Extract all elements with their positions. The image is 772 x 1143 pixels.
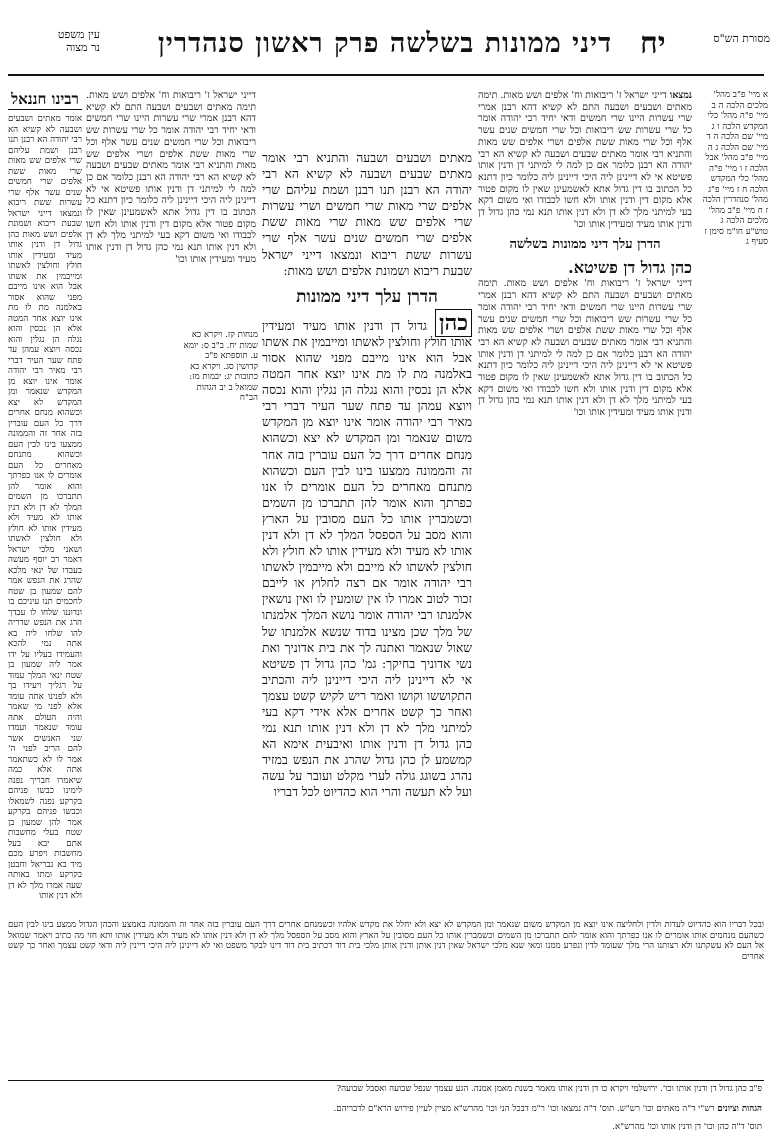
chapter-end-marker-right: הדרן עלך דיני ממונות בשלשה — [509, 237, 661, 253]
far-left-margin — [182, 330, 258, 750]
ein-mishpat-label: עין משפט נר מצוה — [57, 28, 100, 54]
section-heading-right: כהן גדול דן פשיטא. — [568, 258, 692, 278]
rabbeinu-chananel-text: אומר מאתים ושבעים ושבעה לא קשיא הא רבי יהודה הא רבנן תנו רבנן ושמת עליהם שרי אלפים שש מאות שרי מאות ששת אלפים שרי חמשים שנים עשר אלף שרי עשרות ששת ריבוא ונמצאו דייני ישראל שבעת ריבוא ושמונת אלפים ושש מאות כהן גדול דן ודנין אותו מעיד ומעידין אותו חולץ וחולצין לאשתו ומייבמין את אשתו אבל הוא אינו מייבם מפני שהוא אסור באלמנה מת לו מת אינו יוצא אחר המטה אלא הן נכסין והוא נגלה הן נגלין והוא נכסה ויוצא עמהן עד פתח שער העיר דברי רבי מאיר רבי יהודה אומר אינו יוצא מן המקדש שנאמר ומן המקדש לא יצא וכשהוא מנחם אחרים דרך כל העם עוברין בזה אחר זה והממונה ממצעו בינו לבין העם וכשהוא מתנחם מאחרים כל העם אומרים לו אנו כפרתך והוא אומר להן תתברכו מן השמים המלך לא דן ולא דנין אותו לא מעיד ולא מעידין אותו לא חולץ ולא חולצין לאשתו ושאני מלכי ישראל דאמר רב יוסף מעשה בעבדו של ינאי מלכא שהרג את הנפש אמר להם שמעון בן שטח לחכמים תנו עיניכם בו ונדוננו שלחו לו עבדך הרג את הנפש שדריה להו שלחו ליה בא אתה נמי להכא והעמידו בעליו על ידו אמר ליה שמעון בן שטח ינאי המלך עמוד על רגליך ויעידו בך ולא לפנינו אתה עומד אלא לפני מי שאמר והיה העולם אתה עומד שנאמר ועמדו שני האנשים אשר להם הריב לפני ה' אמר לו לא כשתאמר אתה אלא כמה שיאמרו חבריך נפנה לימינו כבשו פניהם בקרקע נפנה לשמאלו וכבשו פניהם בקרקע אמר להן שמעון בן שטח בעלי מחשבות אתם יבא בעל מחשבות ויפרע מכם מיד בא גבריאל וחבטן בקרקע ומתו באותה שעה אמרו מלך לא דן ולא דנין אותו — [8, 114, 82, 901]
chapter-end-marker: הדרן עלך דיני ממונות — [296, 286, 438, 307]
mishna-text — [262, 309, 472, 800]
page-number: יח — [640, 26, 666, 61]
footer-rule — [8, 1080, 764, 1081]
footer-notes — [10, 1104, 762, 1115]
margin-references: א מיי' פ"ב מהל' מלכים הלכה ה ב מיי' פ"ה מהל' כלי המקדש הלכה ו ג מיי' שם הלכה ה ד מיי' שם הלכה ג ה מיי' פ"ב מהל' אבל הלכה ז ו מיי' פ"ה מהל' כלי המקדש הלכה ח ז מיי' פ"ג מהל' סנהדרין הלכה ז ח מיי' פ"ב מהל' מלכים הלכה ג טוש"ע חו"מ סימן ז סעיף ג — [702, 90, 768, 247]
notes-line-2: תוס' ד"ה כהן וכו' דן ודנין אותו וכו' מהרש"א. — [612, 1122, 762, 1132]
commentary-heading: נמצאו — [669, 90, 692, 101]
tosafot-top: דייני ישראל ז' ריבואות וח' אלפים ושש מאות. תימה מאתים ושבעים ושבעה התם לא קשיא דהא רבנן אמרי שרי עשרות היינו שרי חמשים ודאי יחיד רבי יהודה אומר כל שרי עשרות שש ריבואות וכל שרי חמשים שנים עשר אלף וכל שרי מאות ששת אלפים ושרי אלפים שש מאות והתניא רבי אומר מאתים שבעים ושבעה לא קשיא הא רבי יהודה הא רבנן כלומר אם כן למה לי למיתני דן ודנין אותו פשיטא אי לא דיינינן ליה היכי דיינינן ליה כלומר כיון דתנא כל הכתוב בו דין גדול אתא לאשמעינן שאין לו מקום פטור אלא מקום דין ודנין אותו ולא חשו לכבודו ואי משום דקא בעי למיתני מלך לא דן ולא דנין אותו תנא נמי כהן גדול דן ודנין אותו מעיד ומעידין אותו וכו' — [86, 90, 256, 265]
right-commentary-top — [478, 90, 692, 230]
chapter-opening-word: כהן — [435, 309, 472, 337]
far-right-margin — [700, 90, 768, 910]
cross-references: מנחות קז. ויקרא כא שמות יח. ב"ב ס: יומא ע. תוספתא פ"ב קדושין סג. ויקרא כא כתובות יג: יבמות מז: שמואל ב יב הגהות הב"ח — [183, 330, 258, 403]
page-title: דיני ממונות בשלשה פרק ראשון סנהדרין — [157, 28, 613, 59]
right-commentary-continued: דייני ישראל ז' ריבואות וח' אלפים ושש מאות. תימה מאתים ושבעים ושבעה התם לא קשיא דהא רבנן אמרי שרי עשרות היינו שרי חמשים ודאי יחיד רבי יהודה אומר כל שרי עשרות שש ריבואות וכל שרי חמשים שנים עשר אלף וכל שרי מאות ששת אלפים ושרי אלפים שש מאות והתניא רבי אומר מאתים שבעים ושבעה לא קשיא הא רבי יהודה הא רבנן כלומר אם כן למה לי למיתני דן ודנין אותו פשיטא אי לא דיינינן ליה היכי דיינינן ליה כלומר כיון דתנא כל הכתוב בו דין גדול אתא לאשמעינן שאין לו מקום פטור אלא מקום דין ודנין אותו ולא חשו לכבודו ואי משום דקא בעי למיתני מלך לא דן ולא דנין אותו תנא נמי כהן גדול דן ודנין אותו מעיד ומעידין אותו וכו' — [478, 278, 692, 419]
commentary-text: דייני ישראל ז' ריבואות וח' אלפים ושש מאות. תימה מאתים ושבעים ושבעה התם לא קשיא דהא רבנן אמרי שרי עשרות היינו שרי חמשים ודאי יחיד רבי יהודה אומר כל שרי עשרות שש ריבואות וכל שרי חמשים שנים עשר אלף וכל שרי מאות ששת אלפים ושרי אלפים שש מאות והתניא רבי אומר מאתים שבעים ושבעה לא קשיא הא רבי יהודה הא רבנן כלומר אם כן למה לי למיתני דן ודנין אותו פשיטא אי לא דיינינן ליה היכי דיינינן ליה כלומר כיון דתנא כל הכתוב בו דין גדול אתא לאשמעינן שאין לו מקום פטור אלא מקום דין ודנין אותו ולא חשו לכבודו ואי משום דקא בעי למיתני מלך לא דן ולא דנין אותו תנא נמי כהן גדול דן ודנין אותו מעיד ומעידין אותו וכו' — [478, 90, 692, 230]
notes-line-1: רש"י ד"ה מאתים וכו' רש"ש. תוס' ד"ה נמצאו וכו' ר"מ דבכל הני וכו' מהרש"א מציין לעיין פירוש הרא"ם לדבריהם. — [333, 1104, 715, 1114]
masoret-hashas-label: מסורת הש"ס — [713, 32, 770, 45]
header-rule — [8, 74, 764, 76]
rabbeinu-chananel-heading: רבינו חננאל — [8, 90, 82, 110]
gemara-top-text: מאתים ושבעים ושבעה והתניא רבי אומר מאתים שבעים ושבעה לא קשיא הא רבי יהודה הא רבנן תנו רבנן ושמת עליהם שרי אלפים שרי מאות שרי חמשים ושרי עשרות שרי אלפים שש מאות שרי מאות ששת אלפים שרי חמשים שנים עשר אלף שרי עשרות ששת ריבוא ונמצאו דייני ישראל שבעת ריבוא ושמונת אלפים ושש מאות: — [262, 151, 472, 278]
lower-commentary-text: ובכל דבריו הוא כהדיוט לעדות ולדין ולחליצה אינו יוצא מן המקדש משום שנאמר ומן המקדש לא יצא ולא יחלל את מקדש אלהיו וכשמנחם אחרים דרך העם עוברין בזה אחר זה והממונה באמצע והכהן הגדול ממצע בינו לבין העם כשהעם מנחמים אותו אומרים לו אנו כפרתך והוא אומר להם תתברכו מן השמים וכשמברין אותו כל העם מסובין על הארץ והוא מסב על הספסל מלך לא דן ולא דנין אותו לא מעיד ולא מעידין אותו ותא חזי מה כתיב ויאמר שמואל אל העם לא עשקתנו ולא רצותנו הרי מלך שעומד לדין ונפרע ממנו ומאי שנא מלכי ישראל שאין דנין אותן ודנין אותן מלכי בית דוד דכתיב בית דוד דינו לבקר משפט ואי לא דיינינן ליה היכי דיינין ליה ודאי קשט עצמך ואחר כך קשט אחרים — [8, 920, 764, 962]
footer-note: פ"ב כהן גדול דן ודנין אותו וכו'. ירושלמי ויקרא כו דן ודנין אותו מאמר בשנת מאמן אמנה. הגע עצמך שנפל שבועה ואסבל שבועה? — [336, 1084, 762, 1094]
mishna-body: גדול דן ודנין אותו מעיד ומעידין אותו חולץ וחולצין לאשתו ומייבמין את אשתו אבל הוא אינו מייבם מפני שהוא אסור באלמנה מת לו מת אינו יוצא אחר המטה אלא הן נכסין והוא נגלה הן נגלין והוא נכסה ויוצא עמהן עד פתח שער העיר דברי רבי מאיר רבי יהודה אומר אינו יוצא מן המקדש משום שנאמר ומן המקדש לא יצא וכשהוא מנחם אחרים דרך כל העם עוברין בזה אחר זה והממונה ממצעו בינו לבין העם וכשהוא מתנחם מאחרים כל העם אומרים לו אנו כפרתך והוא אומר להן תתברכו מן השמים וכשמברין אותו כל העם מסובין על הארץ והוא מסב על הספסל המלך לא דן ולא דנין אותו לא מעיד ולא מעידין אותו לא חולץ ולא חולצין לאשתו לא מייבם ולא מייבמין לאשתו רבי יהודה אומר אם רצה לחלוץ או לייבם זכור לטוב אמרו לו אין שומעין לו ואין נושאין אלמנתו רבי יהודה אומר נושא המלך אלמנתו של מלך שכן מצינו בדוד שנשא אלמנתו של שאול שנאמר ואתנה לך את בית אדוניך ואת נשי אדוניך בחיקך: גמ' כהן גדול דן פשיטא אי לא דיינינן ליה היכי דיינינן ליה והכתיב התקוששו וקושו ואמר ריש לקיש קשט עצמך ואחר כך קשט אחרים אלא אידי דקא בעי למיתני מלך לא דן ולא דנין אותו תנא נמי כהן גדול דן ודנין אותו ואיבעית אימא הא קמשמע לן כהן גדול שהרג את הנפש במזיד נהרג בשוגג גולה לערי מקלט ועובר על עשה ועל לא תעשה והרי הוא כהדיוט לכל דבריו — [262, 318, 472, 800]
notes-label: הגהות וציונים — [717, 1104, 762, 1114]
right-commentary-column — [478, 90, 692, 920]
lower-commentary — [8, 920, 764, 1070]
page-header — [0, 22, 772, 70]
gemara-column — [262, 150, 472, 800]
rabbeinu-chananel-column — [8, 90, 82, 910]
